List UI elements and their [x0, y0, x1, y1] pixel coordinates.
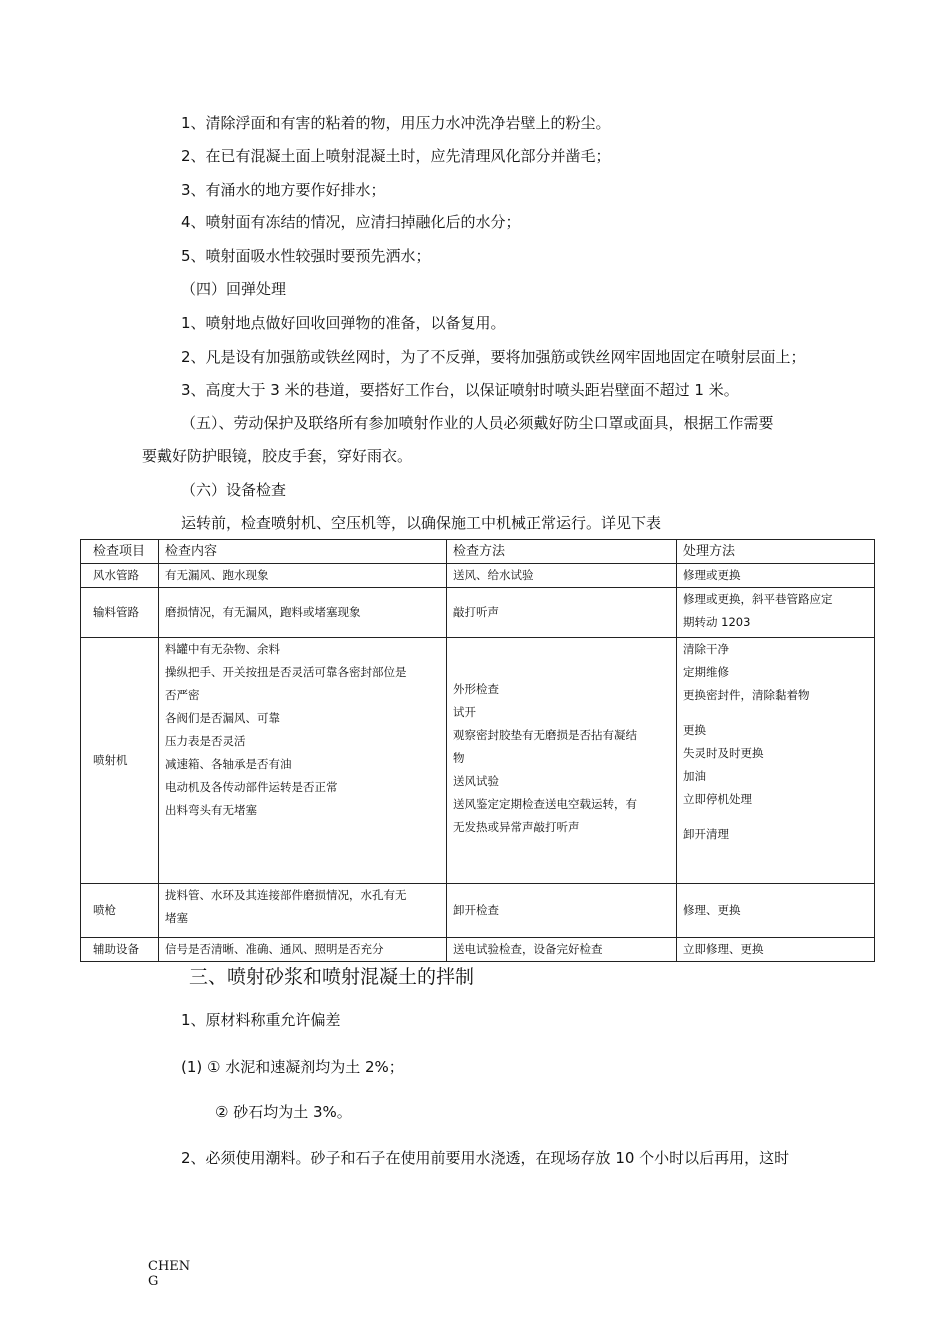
rebound-item-1: 1、喷射地点做好回收回弹物的准备，以备复用。 — [181, 314, 506, 332]
handling-line: 失灵时及时更换 — [683, 746, 764, 760]
handling-line: 期转动 1203 — [683, 615, 751, 629]
row-item: 辅助设备 — [81, 938, 159, 962]
method-line: 外形检查 — [453, 682, 499, 696]
content-line: 电动机及各传动部件运转是否正常 — [165, 780, 338, 794]
row-content: 磨损情况，有无漏风，跑料或堵塞现象 — [159, 588, 447, 638]
footer-line-2: G — [148, 1274, 159, 1289]
table-row — [81, 638, 875, 884]
table-intro: 运转前，检查喷射机、空压机等，以确保施工中机械正常运行。详见下表 — [181, 514, 662, 532]
content-line: 料罐中有无杂物、余料 — [165, 642, 280, 656]
row-handling: 修理或更换 — [677, 564, 875, 588]
row-content — [159, 884, 447, 938]
header-handling-method: 处理方法 — [677, 540, 875, 564]
content-line: 减速箱、各轴承是否有油 — [165, 757, 292, 771]
rebound-item-2: 2、凡是设有加强筋或铁丝网时，为了不反弹，要将加强筋或铁丝网牢固地固定在喷射层面上； — [181, 348, 806, 366]
paragraph-1: 1、清除浮面和有害的粘着的物，用压力水冲洗净岩壁上的粉尘。 — [181, 114, 611, 132]
table-row — [81, 588, 875, 638]
handling-line: 卸开清理 — [683, 827, 729, 841]
method-line: 无发热或异常声敲打听声 — [453, 820, 580, 834]
handling-spacer — [683, 707, 868, 719]
row-handling: 立即修理、更换 — [677, 938, 875, 962]
table-row — [81, 564, 875, 588]
row-handling — [677, 638, 875, 884]
handling-spacer — [683, 811, 868, 823]
section-3-line-1: 1、原材料称重允许偏差 — [181, 1011, 341, 1029]
row-method: 敲打听声 — [447, 588, 677, 638]
table-header-row — [81, 540, 875, 564]
row-content — [159, 638, 447, 884]
content-line: 拢料管、水环及其连接部件磨损情况，水孔有无 — [165, 888, 407, 902]
header-check-method: 检查方法 — [447, 540, 677, 564]
equipment-inspection-table — [80, 539, 875, 962]
section-6-heading: （六）设备检查 — [181, 481, 287, 499]
content-line: 各阀们是否漏风、可靠 — [165, 711, 280, 725]
section-4-heading: （四）回弹处理 — [181, 280, 287, 298]
row-content: 有无漏风、跑水现象 — [159, 564, 447, 588]
section-3-line-2: (1) ① 水泥和速凝剂均为土 2%； — [181, 1058, 404, 1076]
handling-line: 加油 — [683, 769, 706, 783]
handling-line: 清除干净 — [683, 642, 729, 656]
row-handling: 修理、更换 — [677, 884, 875, 938]
method-line: 观察密封胶垫有无磨损是否拈有凝结 — [453, 728, 637, 742]
row-content: 信号是否清晰、准确、通风、照明是否充分 — [159, 938, 447, 962]
header-check-content: 检查内容 — [159, 540, 447, 564]
row-method: 送电试验检查，设备完好检查 — [447, 938, 677, 962]
section-3-line-4: 2、必须使用潮料。砂子和石子在使用前要用水浇透，在现场存放 10 个小时以后再用，这时 — [181, 1149, 790, 1167]
handling-line: 更换 — [683, 723, 706, 737]
section-3-line-3: ② 砂石均为土 3%。 — [215, 1103, 352, 1121]
header-check-item: 检查项目 — [81, 540, 159, 564]
row-handling — [677, 588, 875, 638]
row-item: 喷射机 — [81, 638, 159, 884]
method-line: 送风鉴定定期检查送电空载运转，有 — [453, 797, 637, 811]
section-5-line-1: （五）、劳动保护及联络所有参加喷射作业的人员必须戴好防尘口罩或面具，根据工作需要 — [181, 414, 774, 432]
paragraph-3: 3、有涌水的地方要作好排水； — [181, 181, 386, 199]
handling-line: 立即停机处理 — [683, 792, 752, 806]
row-item: 风水管路 — [81, 564, 159, 588]
row-method: 卸开检查 — [447, 884, 677, 938]
rebound-item-3: 3、高度大于 3 米的巷道，要搭好工作台，以保证喷射时喷头距岩壁面不超过 1 米。 — [181, 381, 739, 399]
footer-line-1: CHEN — [148, 1259, 191, 1274]
method-line: 物 — [453, 751, 465, 765]
paragraph-2: 2、在已有混凝土面上喷射混凝土时，应先清理风化部分并凿毛； — [181, 147, 611, 165]
method-line: 送风试验 — [453, 774, 499, 788]
row-method: 送风、给水试验 — [447, 564, 677, 588]
content-line: 否严密 — [165, 688, 200, 702]
content-line: 操纵把手、开关按扭是否灵活可靠各密封部位是 — [165, 665, 407, 679]
method-line: 试开 — [453, 705, 476, 719]
content-line: 压力表是否灵活 — [165, 734, 246, 748]
row-method — [447, 638, 677, 884]
content-line: 堵塞 — [165, 911, 188, 925]
section-5-line-2: 要戴好防护眼镜，胶皮手套，穿好雨衣。 — [142, 447, 413, 465]
paragraph-4: 4、喷射面有冻结的情况，应清扫掉融化后的水分； — [181, 213, 521, 231]
row-item: 喷枪 — [81, 884, 159, 938]
handling-line: 定期维修 — [683, 665, 729, 679]
table-row — [81, 938, 875, 962]
paragraph-5: 5、喷射面吸水性较强时要预先洒水； — [181, 247, 431, 265]
content-line: 出料弯头有无堵塞 — [165, 803, 257, 817]
row-item: 输料管路 — [81, 588, 159, 638]
footer-mark — [148, 1259, 190, 1289]
handling-line: 修理或更换，斜平巷管路应定 — [683, 592, 833, 606]
section-3-title: 三、喷射砂浆和喷射混凝土的拌制 — [189, 966, 475, 988]
handling-line: 更换密封件，清除黏着物 — [683, 688, 810, 702]
table-row — [81, 884, 875, 938]
